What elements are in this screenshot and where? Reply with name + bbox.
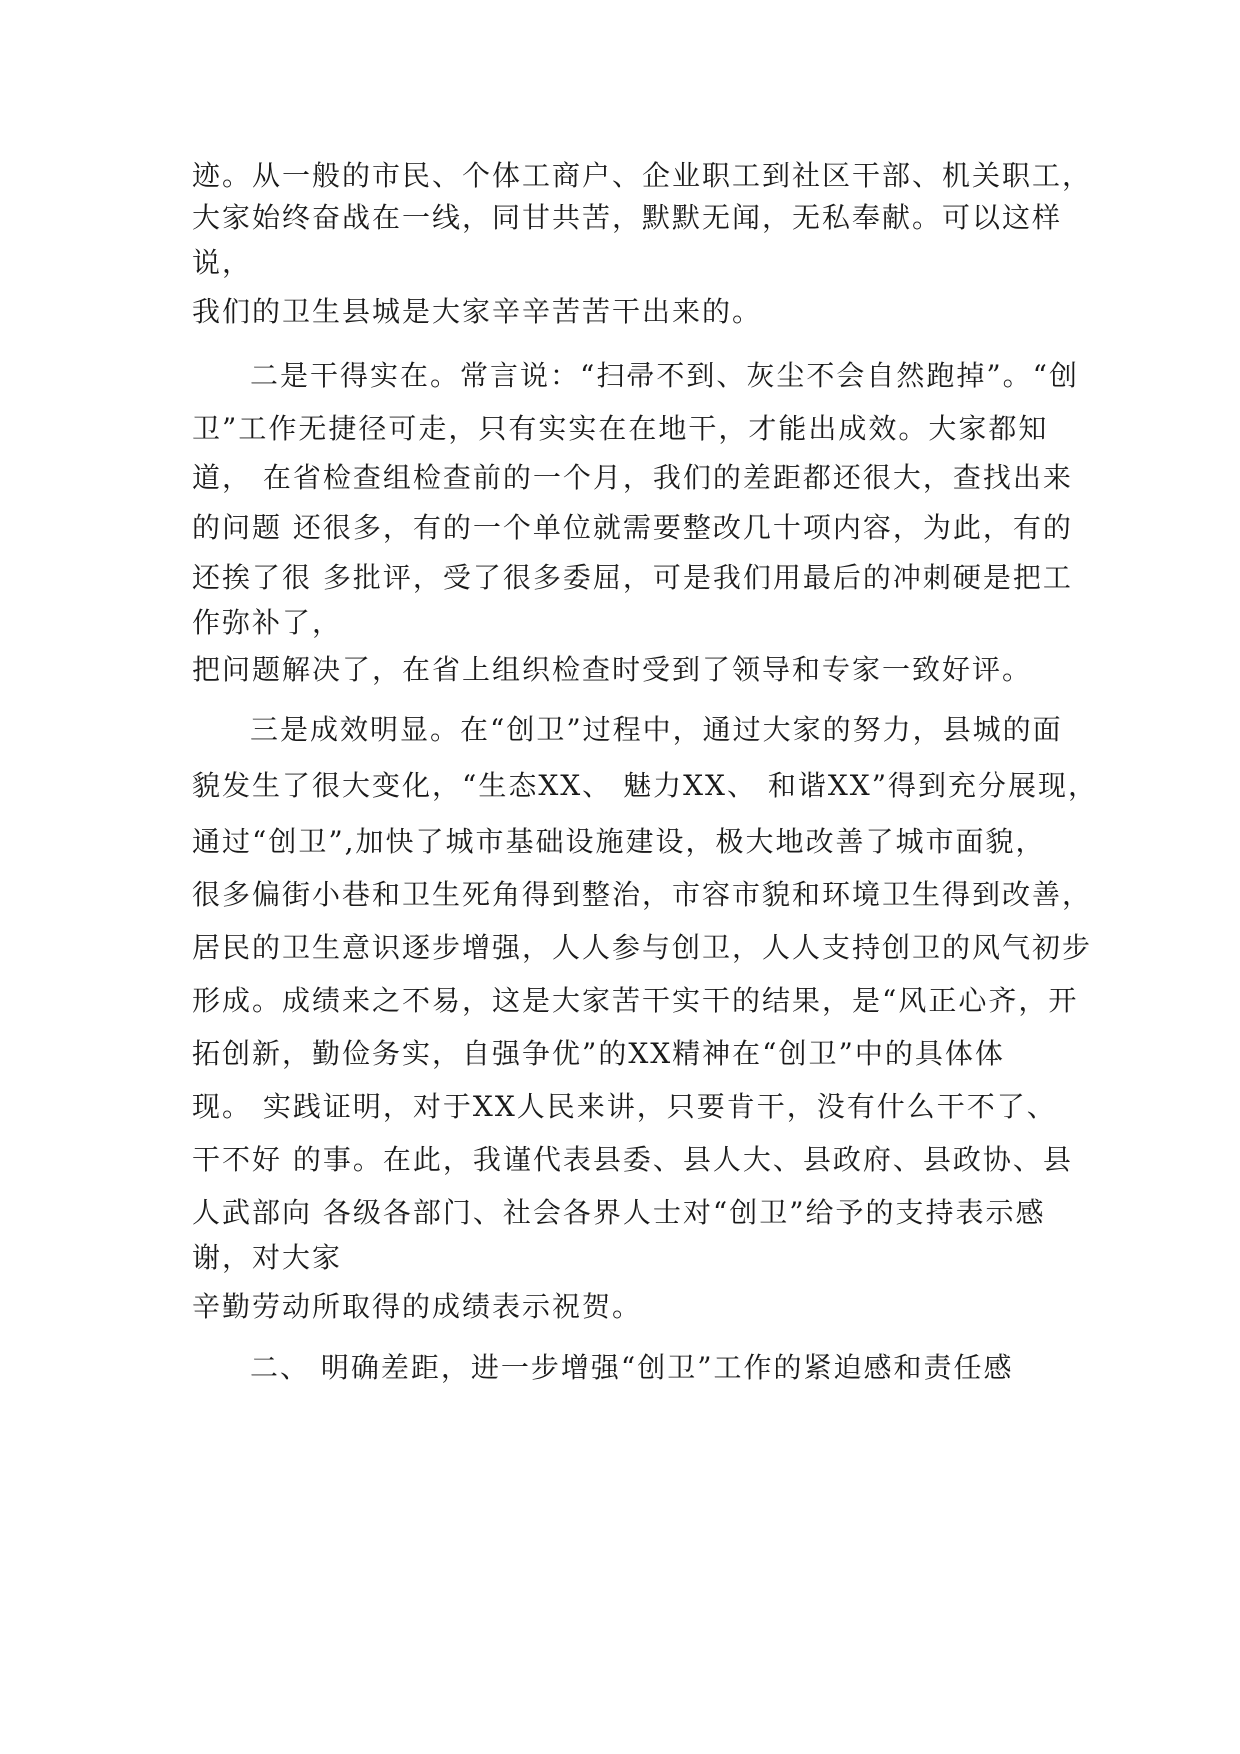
text-line: 作弥补了， [192, 606, 343, 639]
text-line: 我们的卫生县城是大家辛辛苦苦干出来的。 [192, 295, 763, 328]
text-line: 人武部向 各级各部门、社会各界人士对“创卫”给予的支持表示感 [192, 1196, 1046, 1229]
text-line: 卫”工作无捷径可走，只有实实在在地干，才能出成效。大家都知 [192, 412, 1049, 445]
text-line: 形成。成绩来之不易，这是大家苦干实干的结果，是“风正心齐，开 [192, 984, 1079, 1017]
text-line: 貌发生了很大变化，“生态XX、 魅力XX、 和谐XX”得到充分展现， [192, 769, 1099, 802]
paragraph-heading-line: 二是干得实在。常言说：“扫帚不到、灰尘不会自然跑掉”。“创 [250, 359, 1079, 392]
text-line: 现。 实践证明，对于XX人民来讲，只要肯干，没有什么干不了、 [192, 1090, 1057, 1123]
text-line: 谢，对大家 [192, 1241, 343, 1274]
text-line: 通过“创卫”,加快了城市基础设施建设，极大地改善了城市面貌， [192, 825, 1046, 858]
text-line: 拓创新，勤俭务实，自强争优”的XX精神在“创卫”中的具体体 [192, 1037, 1005, 1070]
text-line: 把问题解决了，在省上组织检查时受到了领导和专家一致好评。 [192, 653, 1033, 686]
section-heading: 二、 明确差距，进一步增强“创卫”工作的紧迫感和责任感 [250, 1351, 1014, 1384]
text-line: 道， 在省检查组检查前的一个月，我们的差距都还很大，查找出来 [192, 461, 1073, 494]
text-line: 的问题 还很多，有的一个单位就需要整改几十项内容，为此，有的 [192, 511, 1073, 544]
text-line: 还挨了很 多批评，受了很多委屈，可是我们用最后的冲刺硬是把工 [192, 561, 1073, 594]
text-line: 很多偏街小巷和卫生死角得到整治，市容市貌和环境卫生得到改善， [192, 878, 1093, 911]
text-line: 迹。从一般的市民、个体工商户、企业职工到社区干部、机关职工， [192, 159, 1093, 192]
text-line: 居民的卫生意识逐步增强，人人参与创卫，人人支持创卫的风气初步 [192, 931, 1093, 964]
paragraph-heading-line: 三是成效明显。在“创卫”过程中，通过大家的努力，县城的面 [250, 713, 1063, 746]
text-line: 说， [192, 246, 253, 279]
text-line: 干不好 的事。在此，我谨代表县委、县人大、县政府、县政协、县 [192, 1143, 1073, 1176]
text-line: 大家始终奋战在一线，同甘共苦，默默无闻，无私奉献。可以这样 [192, 201, 1063, 234]
text-line: 辛勤劳动所取得的成绩表示祝贺。 [192, 1290, 643, 1323]
